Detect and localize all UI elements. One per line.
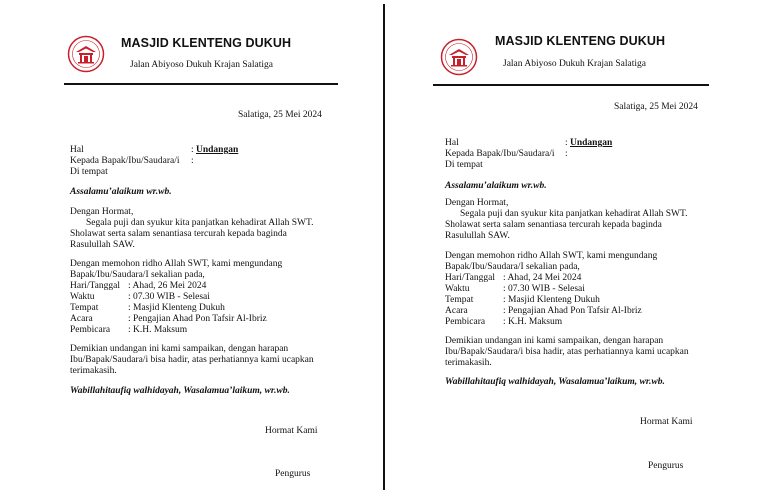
hal-value: Undangan [196,145,239,155]
greeting: Assalamu’alaikum wr.wb. [445,181,547,191]
hal-value: Undangan [570,138,613,148]
org-name: MASJID KLENTENG DUKUH [121,36,292,50]
detail-label: Waktu [70,292,95,302]
paragraph-1-line-3: Rasulullah SAW. [445,231,510,241]
detail-value: : 07.30 WIB - Selesai [128,292,210,302]
hal-sep: : [191,145,194,155]
hal-label: Hal [445,138,459,148]
paragraph-2-line-1: Dengan memohon ridho Allah SWT, kami mengundang [445,251,658,261]
org-name: MASJID KLENTENG DUKUH [495,34,666,48]
letter-right [385,0,768,503]
letter-date: Salatiga, 25 Mei 2024 [614,102,698,112]
mosque-logo-icon [67,35,105,73]
paragraph-2-line-2: Bapak/Ibu/Saudara/I sekalian pada, [70,270,205,280]
paragraph-2-line-1: Dengan memohon ridho Allah SWT, kami mengundang [70,259,283,269]
detail-value: : Masjid Klenteng Dukuh [128,303,225,313]
detail-label: Acara [70,314,93,324]
detail-value: : 07.30 WIB - Selesai [503,284,585,294]
org-address: Jalan Abiyoso Dukuh Krajan Salatiga [503,59,647,69]
hal-label: Hal [70,145,84,155]
detail-label: Tempat [445,295,474,305]
detail-label: Hari/Tanggal [70,281,120,291]
detail-label: Pembicara [445,317,486,327]
detail-value: : Pengajian Ahad Pon Tafsir Al-Ibriz [503,306,642,316]
paragraph-1-line-1: Segala puji dan syukur kita panjatkan kehadirat Allah SWT. [86,218,314,228]
detail-label: Pembicara [70,325,111,335]
detail-value: : Ahad, 26 Mei 2024 [128,281,207,291]
paragraph-1-line-2: Sholawat serta salam senantiasa tercurah kepada baginda [445,220,662,230]
paragraph-1-line-2: Sholawat serta salam senantiasa tercurah kepada baginda [70,229,287,239]
closing: Wabillahitaufiq walhidayah, Wasalamua’laikum, wr.wb. [70,386,290,396]
kepada-sep: : [565,149,568,159]
signer: Pengurus [275,469,311,479]
tempat-line: Di tempat [70,167,108,177]
detail-value: : Pengajian Ahad Pon Tafsir Al-Ibriz [128,314,267,324]
greeting: Assalamu’alaikum wr.wb. [70,187,172,197]
letter-date: Salatiga, 25 Mei 2024 [238,110,322,120]
detail-value: : K.H. Maksum [503,317,563,327]
kepada-label: Kepada Bapak/Ibu/Saudara/i [70,156,180,166]
header-rule [64,83,338,85]
detail-label: Acara [445,306,468,316]
detail-label: Hari/Tanggal [445,273,495,283]
salutation: Dengan Hormat, [70,207,134,217]
closing: Wabillahitaufiq walhidayah, Wasalamua’laikum, wr.wb. [445,377,665,387]
paragraph-3-line-2: Ibu/Bapak/Saudara/i bisa hadir, atas perhatiannya kami ucapkan [70,355,314,365]
paragraph-1-line-3: Rasulullah SAW. [70,240,135,250]
sign-title: Hormat Kami [640,417,693,427]
detail-value: : K.H. Maksum [128,325,188,335]
paragraph-3-line-1: Demikian undangan ini kami sampaikan, dengan harapan [70,344,289,354]
kepada-label: Kepada Bapak/Ibu/Saudara/i [445,149,555,159]
detail-value: : Masjid Klenteng Dukuh [503,295,600,305]
hal-sep: : [565,138,568,148]
salutation: Dengan Hormat, [445,198,509,208]
paragraph-3-line-3: terimakasih. [445,358,492,368]
detail-label: Waktu [445,284,470,294]
kepada-sep: : [191,156,194,166]
paragraph-2-line-2: Bapak/Ibu/Saudara/I sekalian pada, [445,262,580,272]
paragraph-3-line-1: Demikian undangan ini kami sampaikan, dengan harapan [445,336,664,346]
tempat-line: Di tempat [445,160,483,170]
mosque-logo-icon [440,38,478,76]
detail-value: : Ahad, 24 Mei 2024 [503,273,582,283]
paragraph-1-line-1: Segala puji dan syukur kita panjatkan kehadirat Allah SWT. [460,209,688,219]
header-rule [433,84,709,86]
sign-title: Hormat Kami [265,426,318,436]
detail-label: Tempat [70,303,99,313]
letter-left [0,0,383,503]
paragraph-3-line-3: terimakasih. [70,366,117,376]
paragraph-3-line-2: Ibu/Bapak/Saudara/i bisa hadir, atas perhatiannya kami ucapkan [445,347,689,357]
signer: Pengurus [648,461,684,471]
org-address: Jalan Abiyoso Dukuh Krajan Salatiga [130,60,274,70]
